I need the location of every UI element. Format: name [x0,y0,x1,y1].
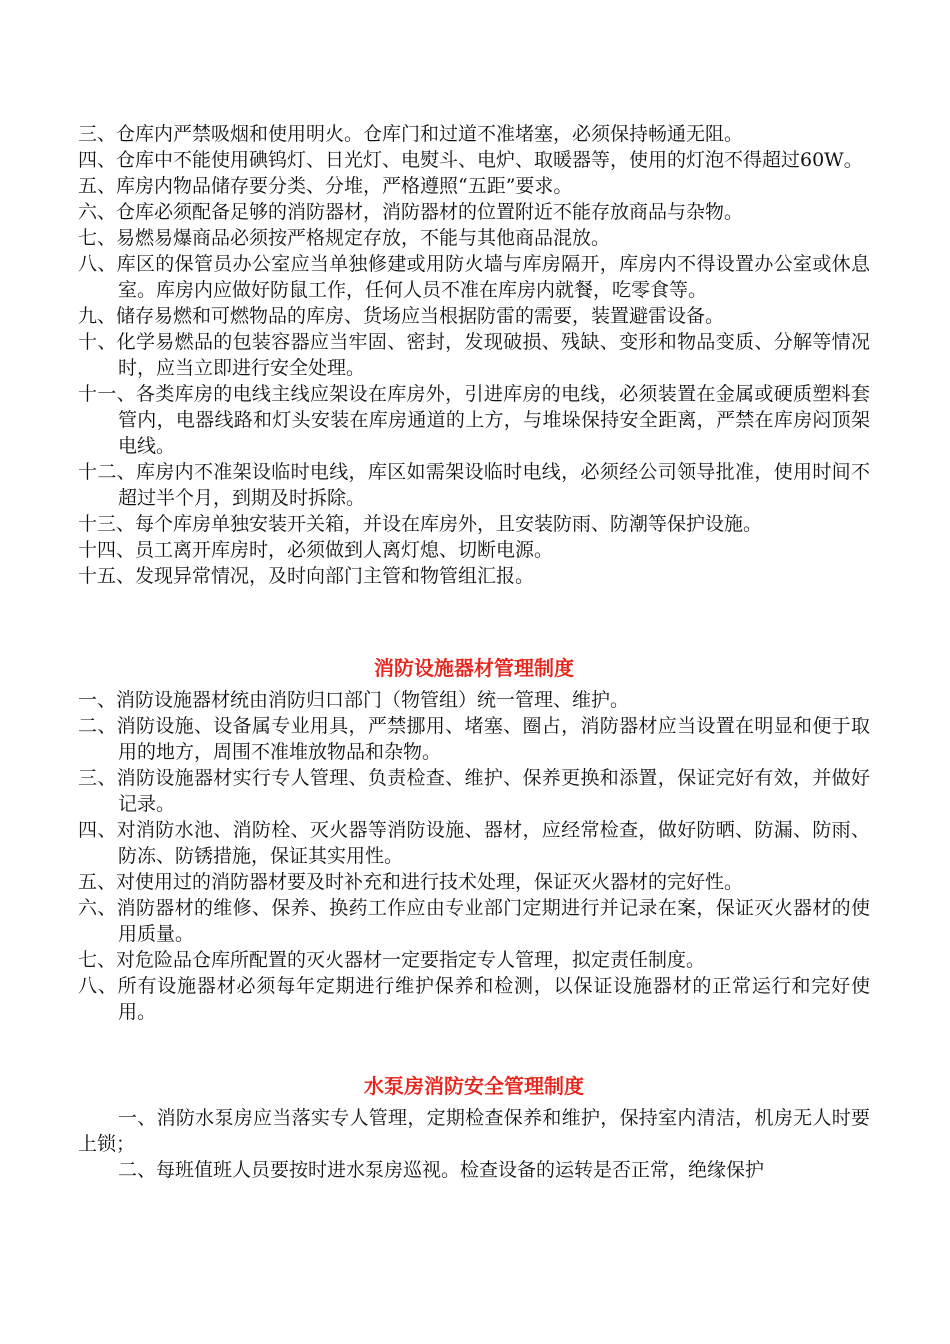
list-item: 六、仓库必须配备足够的消防器材，消防器材的位置附近不能存放商品与杂物。 [78,201,744,223]
list-item: 十五、发现异常情况，及时向部门主管和物管组汇报。 [78,565,535,587]
paragraph: 二、每班值班人员要按时进水泵房巡视。检查设备的运转是否正常，绝缘保护 [118,1159,765,1181]
fire-equipment-rules-list [78,687,870,1025]
list-item: 五、库房内物品储存要分类、分堆，严格遵照“五距”要求。 [78,175,573,197]
pump-room-rules [78,1105,870,1183]
list-item: 七、对危险品仓库所配置的灭火器材一定要指定专人管理，拟定责任制度。 [78,949,706,971]
list-item: 二、消防设施、设备属专业用具，严禁挪用、堵塞、圈占，消防器材应当设置在明显和便于取用的地方，周围不准堆放物品和杂物。 [78,715,870,763]
list-item: 九、储存易燃和可燃物品的库房、货场应当根据防雷的需要，装置避雷设备。 [78,305,725,327]
list-item: 十三、每个库房单独安装开关箱，并设在库房外，且安装防雨、防潮等保护设施。 [78,513,763,535]
list-item: 三、仓库内严禁吸烟和使用明火。仓库门和过道不准堵塞，必须保持畅通无阻。 [78,123,744,145]
document-page [78,121,870,1183]
list-item: 三、消防设施器材实行专人管理、负责检查、维护、保养更换和添置，保证完好有效，并做好记录。 [78,767,870,815]
list-item: 十四、员工离开库房时，必须做到人离灯熄、切断电源。 [78,539,554,561]
pump-room-section-title: 水泵房消防安全管理制度 [364,1074,584,1098]
warehouse-rules-list [78,121,870,589]
list-item: 十、化学易燃品的包装容器应当牢固、密封，发现破损、残缺、变形和物品变质、分解等情况时，应当立即进行安全处理。 [78,331,870,379]
list-item: 八、所有设施器材必须每年定期进行维护保养和检测，以保证设施器材的正常运行和完好使用。 [78,975,870,1023]
list-item: 七、易燃易爆商品必须按严格规定存放，不能与其他商品混放。 [78,227,611,249]
list-item: 八、库区的保管员办公室应当单独修建或用防火墙与库房隔开，库房内不得设置办公室或休息室。库房内应做好防鼠工作，任何人员不准在库房内就餐，吃零食等。 [78,253,870,301]
fire-equipment-section-title: 消防设施器材管理制度 [374,656,574,680]
list-item: 四、仓库中不能使用碘钨灯、日光灯、电熨斗、电炉、取暖器等，使用的灯泡不得超过60W。 [78,149,863,171]
list-item: 四、对消防水池、消防栓、灭火器等消防设施、器材，应经常检查，做好防晒、防漏、防雨、防冻、防锈措施，保证其实用性。 [78,819,870,867]
list-item: 十二、库房内不准架设临时电线，库区如需架设临时电线，必须经公司领导批准，使用时间不超过半个月，到期及时拆除。 [78,461,870,509]
list-item: 一、消防设施器材统由消防归口部门（物管组）统一管理、维护。 [78,689,630,711]
list-item: 十一、各类库房的电线主线应架设在库房外，引进库房的电线，必须装置在金属或硬质塑料套管内，电器线路和灯头安装在库房通道的上方，与堆垛保持安全距离，严禁在库房闷顶架电线。 [78,383,870,457]
list-item: 六、消防器材的维修、保养、换药工作应由专业部门定期进行并记录在案，保证灭火器材的使用质量。 [78,897,870,945]
list-item: 五、对使用过的消防器材要及时补充和进行技术处理，保证灭火器材的完好性。 [78,871,744,893]
paragraph: 一、消防水泵房应当落实专人管理，定期检查保养和维护，保持室内清洁，机房无人时要上锁； [78,1107,870,1155]
